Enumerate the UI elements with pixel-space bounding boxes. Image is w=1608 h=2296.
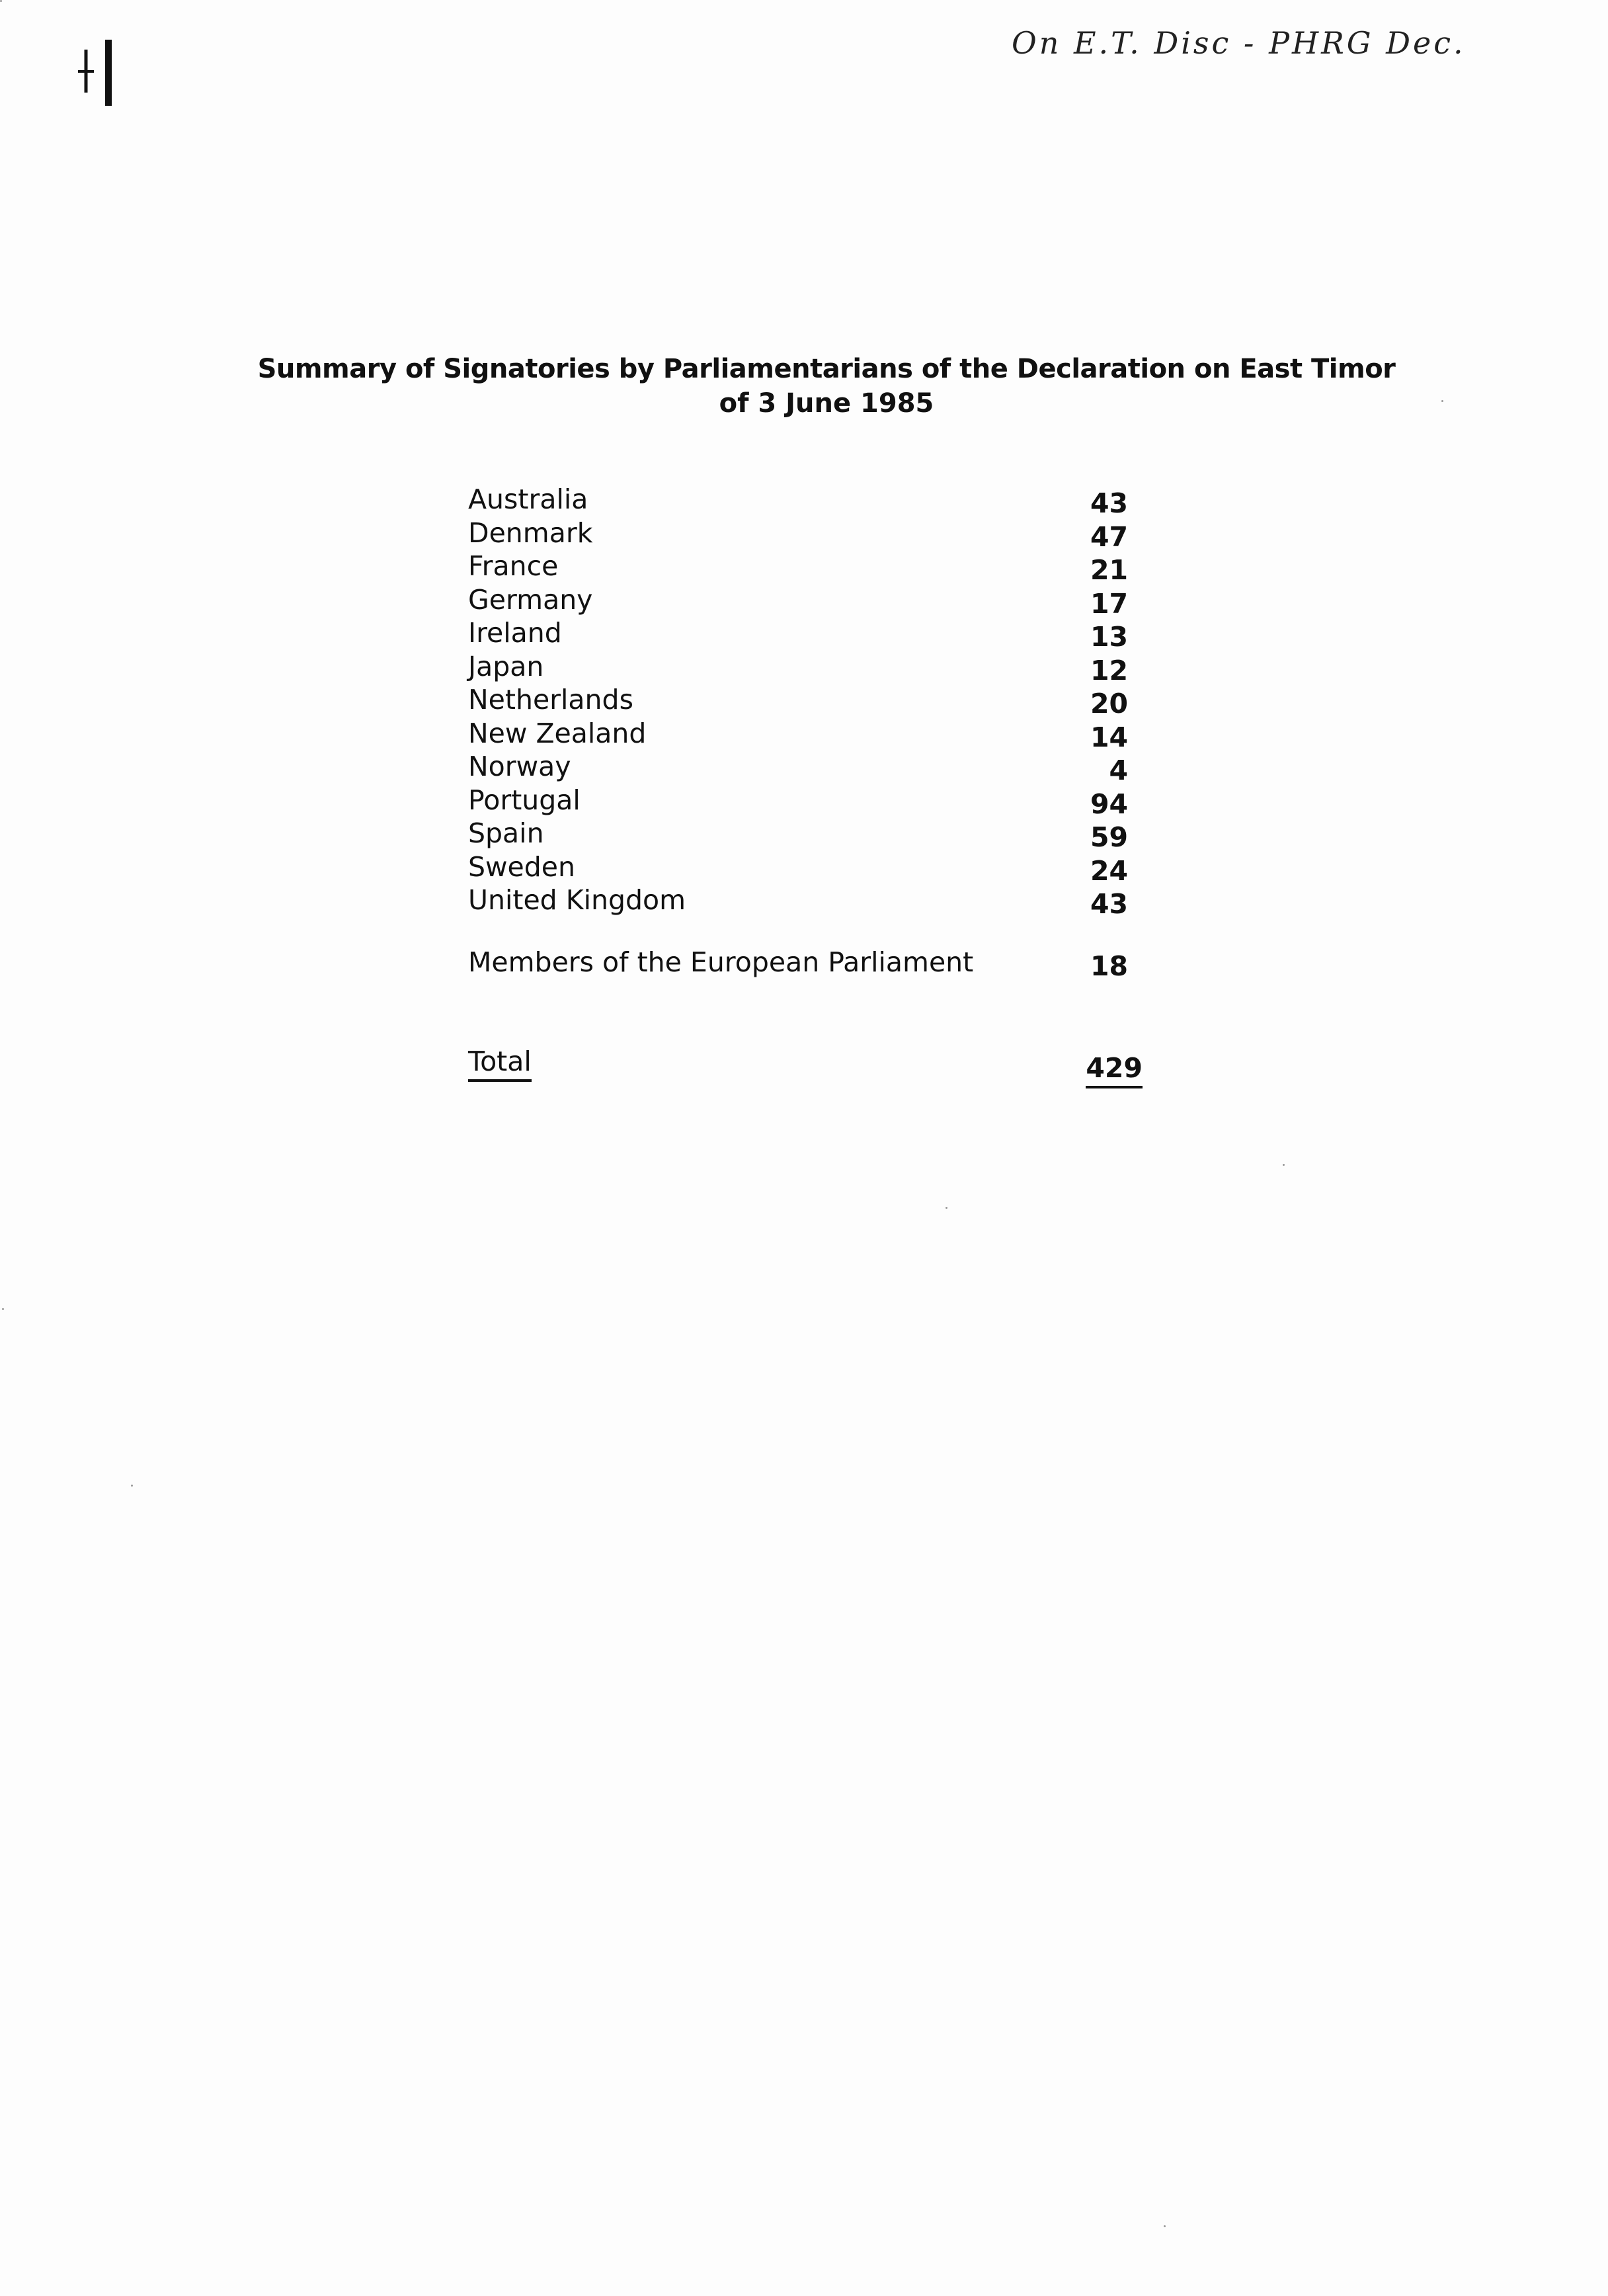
country-row: [468, 550, 1162, 586]
country-name: Denmark: [468, 516, 593, 549]
country-row: [468, 583, 1162, 620]
country-row: [468, 850, 1162, 887]
country-row: [468, 817, 1162, 853]
signatory-count: 43: [1090, 487, 1128, 519]
country-name: Netherlands: [468, 684, 633, 716]
scan-speck: [1283, 1164, 1285, 1166]
country-row: [468, 717, 1162, 751]
country-row: [468, 683, 1162, 717]
scan-speck: [945, 1207, 947, 1209]
country-name: France: [468, 550, 559, 582]
european-parliament-count: 18: [1090, 950, 1128, 982]
country-name: Norway: [468, 751, 571, 782]
signatory-count: 21: [1090, 554, 1128, 586]
title-line-2: of 3 June 1985: [719, 388, 934, 419]
signatory-count: 14: [1090, 721, 1128, 753]
country-name: Japan: [468, 650, 544, 682]
signatory-count: 17: [1090, 587, 1128, 620]
total-label: Total: [468, 1045, 532, 1082]
country-list: [468, 483, 1162, 920]
signatory-count: 4: [1109, 755, 1128, 786]
country-row: [468, 483, 1162, 519]
european-parliament-row: [468, 946, 1162, 985]
country-row: [468, 750, 1162, 784]
country-row: [468, 516, 1162, 553]
country-name: United Kingdom: [468, 884, 686, 916]
scan-speck: [131, 1485, 133, 1487]
margin-mark: [74, 40, 120, 112]
european-parliament-label: Members of the European Parliament: [468, 946, 974, 978]
handwritten-annotation: On E.T. Disc - PHRG Dec.: [1012, 25, 1466, 61]
signatory-count: 43: [1090, 888, 1128, 920]
signatory-count: 24: [1090, 854, 1128, 887]
signatory-count: 59: [1090, 821, 1128, 853]
title-line-1: Summary of Signatories by Parliamentarians of the Declaration on East Timor: [257, 354, 1396, 384]
country-name: Ireland: [468, 617, 562, 649]
country-name: New Zealand: [468, 717, 647, 749]
signatory-count: 12: [1090, 654, 1128, 686]
country-name: Australia: [468, 483, 588, 515]
document-title: [198, 352, 1455, 421]
scan-speck: [1441, 400, 1443, 402]
scan-speck: [0, 0, 2, 2]
country-name: Spain: [468, 817, 544, 849]
scan-speck: [1164, 2225, 1166, 2227]
signatory-count: 13: [1090, 621, 1128, 653]
country-row: [468, 883, 1162, 920]
signatory-count: 20: [1090, 688, 1128, 719]
signatory-count: 94: [1090, 788, 1128, 820]
country-name: Sweden: [468, 850, 576, 883]
country-row: [468, 784, 1162, 820]
total-row: [468, 1045, 1162, 1091]
country-row: [468, 650, 1162, 684]
country-name: Portugal: [468, 784, 581, 816]
country-row: [468, 616, 1162, 653]
country-name: Germany: [468, 583, 593, 616]
scan-speck: [2, 1308, 4, 1310]
signatory-count: 47: [1090, 520, 1128, 553]
total-value: 429: [1086, 1051, 1143, 1088]
